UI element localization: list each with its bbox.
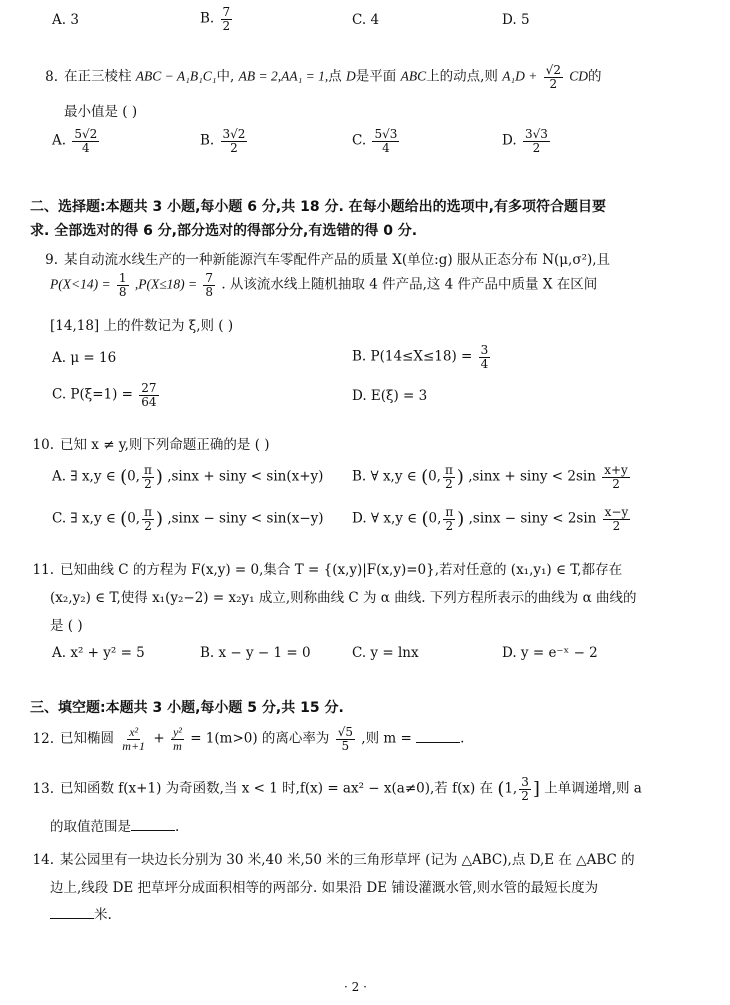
q11-stem-line1: 11. 已知曲线 C 的方程为 F(x,y) = 0,集合 T = {(x,y)|F(x,y)=0},若对任意的 (x₁,y₁) ∈ T,都存在 bbox=[32, 562, 623, 578]
q11-option-b: B. x − y − 1 = 0 bbox=[200, 645, 311, 661]
q11-option-c: C. y = lnx bbox=[352, 645, 419, 661]
q13-stem-line1: 13. 已知函数 f(x+1) 为奇函数,当 x < 1 时,f(x) = ax² − x(a≠0),若 f(x) 在 (1, $\frac{3}{2}$ ] 上单调递增,则 a bbox=[32, 775, 642, 803]
q8-option-b: B. $\frac{3√2}{2}$ bbox=[200, 127, 246, 155]
q9-option-d: D. E(ξ) = 3 bbox=[352, 388, 428, 404]
section3-heading: 三、填空题:本题共 3 小题,每小题 5 分,共 15 分. bbox=[30, 700, 344, 716]
q9-option-c: C. P(ξ=1) = $\frac{27}{64}$ bbox=[52, 381, 157, 409]
q7-option-c: C. 4 bbox=[352, 12, 380, 28]
q7-option-d: D. 5 bbox=[502, 12, 530, 28]
q10-option-b: B. ∀ x,y ∈ (0, $\frac{\pi}{2}$ ) ,sinx + siny < 2sin $\frac{x+y}{2}$ bbox=[352, 463, 628, 491]
q12-stem: 12. 已知椭圆 $\frac{\text{x²}}{m+1}$ + $\frac{\text{y²}}{m}$ = 1(m>0) 的离心率为 $\frac{√5}{5}$ ,则 m = . bbox=[32, 725, 465, 753]
page-number: · 2 · bbox=[344, 980, 367, 994]
q8-stem-line2: 最小值是 ( ) bbox=[64, 104, 138, 120]
q9-stem-line3: [14,18] 上的件数记为 ξ,则 ( ) bbox=[50, 318, 234, 334]
q10-option-d: D. ∀ x,y ∈ (0, $\frac{\pi}{2}$ ) ,sinx − siny < 2sin $\frac{x-y}{2}$ bbox=[352, 505, 629, 533]
q10-option-c: C. ∃ x,y ∈ (0, $\frac{\pi}{2}$ ) ,sinx − siny < sin(x−y) bbox=[52, 505, 324, 533]
section2-heading-line2: 求. 全部选对的得 6 分,部分选对的得部分分,有选错的得 0 分. bbox=[30, 223, 418, 239]
q9-stem-line1: 9. 某自动流水线生产的一种新能源汽车零配件产品的质量 X(单位:g) 服从正态分布 N(μ,σ²),且 bbox=[45, 252, 611, 268]
q14-stem-line1: 14. 某公园里有一块边长分别为 30 米,40 米,50 米的三角形草坪 (记为 △ABC),点 D,E 在 △ABC 的 bbox=[32, 852, 635, 868]
q11-stem-line2: (x₂,y₂) ∈ T,使得 x₁(y₂−2) = x₂y₁ 成立,则称曲线 C 为 α 曲线. 下列方程所表示的曲线为 α 曲线的 bbox=[50, 590, 637, 606]
q8-option-d: D. $\frac{3√3}{2}$ bbox=[502, 127, 548, 155]
q14-answer-blank[interactable] bbox=[50, 906, 94, 919]
q9-option-b: B. P(14≤X≤18) = $\frac{3}{4}$ bbox=[352, 343, 489, 371]
q8-option-a: A. $\frac{5√2}{4}$ bbox=[52, 127, 98, 155]
q13-stem-line2: 的取值范围是 . bbox=[50, 819, 180, 835]
q9-stem-line2: P(X<14) = $\frac{1}{8}$ ,P(X≤18) = $\frac{7}{8}$ . 从该流水线上随机抽取 4 件产品,这 4 件产品中质量 X 在区间 bbox=[50, 271, 598, 299]
q13-answer-blank[interactable] bbox=[131, 818, 175, 831]
q7-option-b: B. $\frac{7}{2}$ bbox=[200, 5, 231, 33]
q14-stem-line2: 边上,线段 DE 把草坪分成面积相等的两部分. 如果沿 DE 铺设灌溉水管,则水管的最短长度为 bbox=[50, 880, 599, 896]
q8-option-c: C. $\frac{5√3}{4}$ bbox=[352, 127, 398, 155]
q14-stem-line3: 米. bbox=[50, 903, 112, 923]
section2-heading-line1: 二、选择题:本题共 3 小题,每小题 6 分,共 18 分. 在每小题给出的选项中,有多项符合题目要 bbox=[30, 199, 606, 215]
q10-stem: 10. 已知 x ≠ y,则下列命题正确的是 ( ) bbox=[32, 437, 270, 453]
q7-option-a: A. 3 bbox=[52, 12, 79, 28]
q11-stem-line3: 是 ( ) bbox=[50, 618, 83, 634]
q11-option-a: A. x² + y² = 5 bbox=[52, 645, 145, 661]
q12-answer-blank[interactable] bbox=[416, 730, 460, 743]
q10-option-a: A. ∃ x,y ∈ (0, $\frac{\pi}{2}$ ) ,sinx + siny < sin(x+y) bbox=[52, 463, 324, 491]
q9-option-a: A. μ = 16 bbox=[52, 350, 117, 366]
q11-option-d: D. y = e⁻ˣ − 2 bbox=[502, 645, 598, 661]
q8-stem-line1: 8. 在正三棱柱 ABC − A₁B₁C₁中, AB = 2,AA₁ = 1,点 D是平面 ABC上的动点,则 A₁D + $\frac{√2}{2}$ CD的 bbox=[45, 63, 602, 91]
